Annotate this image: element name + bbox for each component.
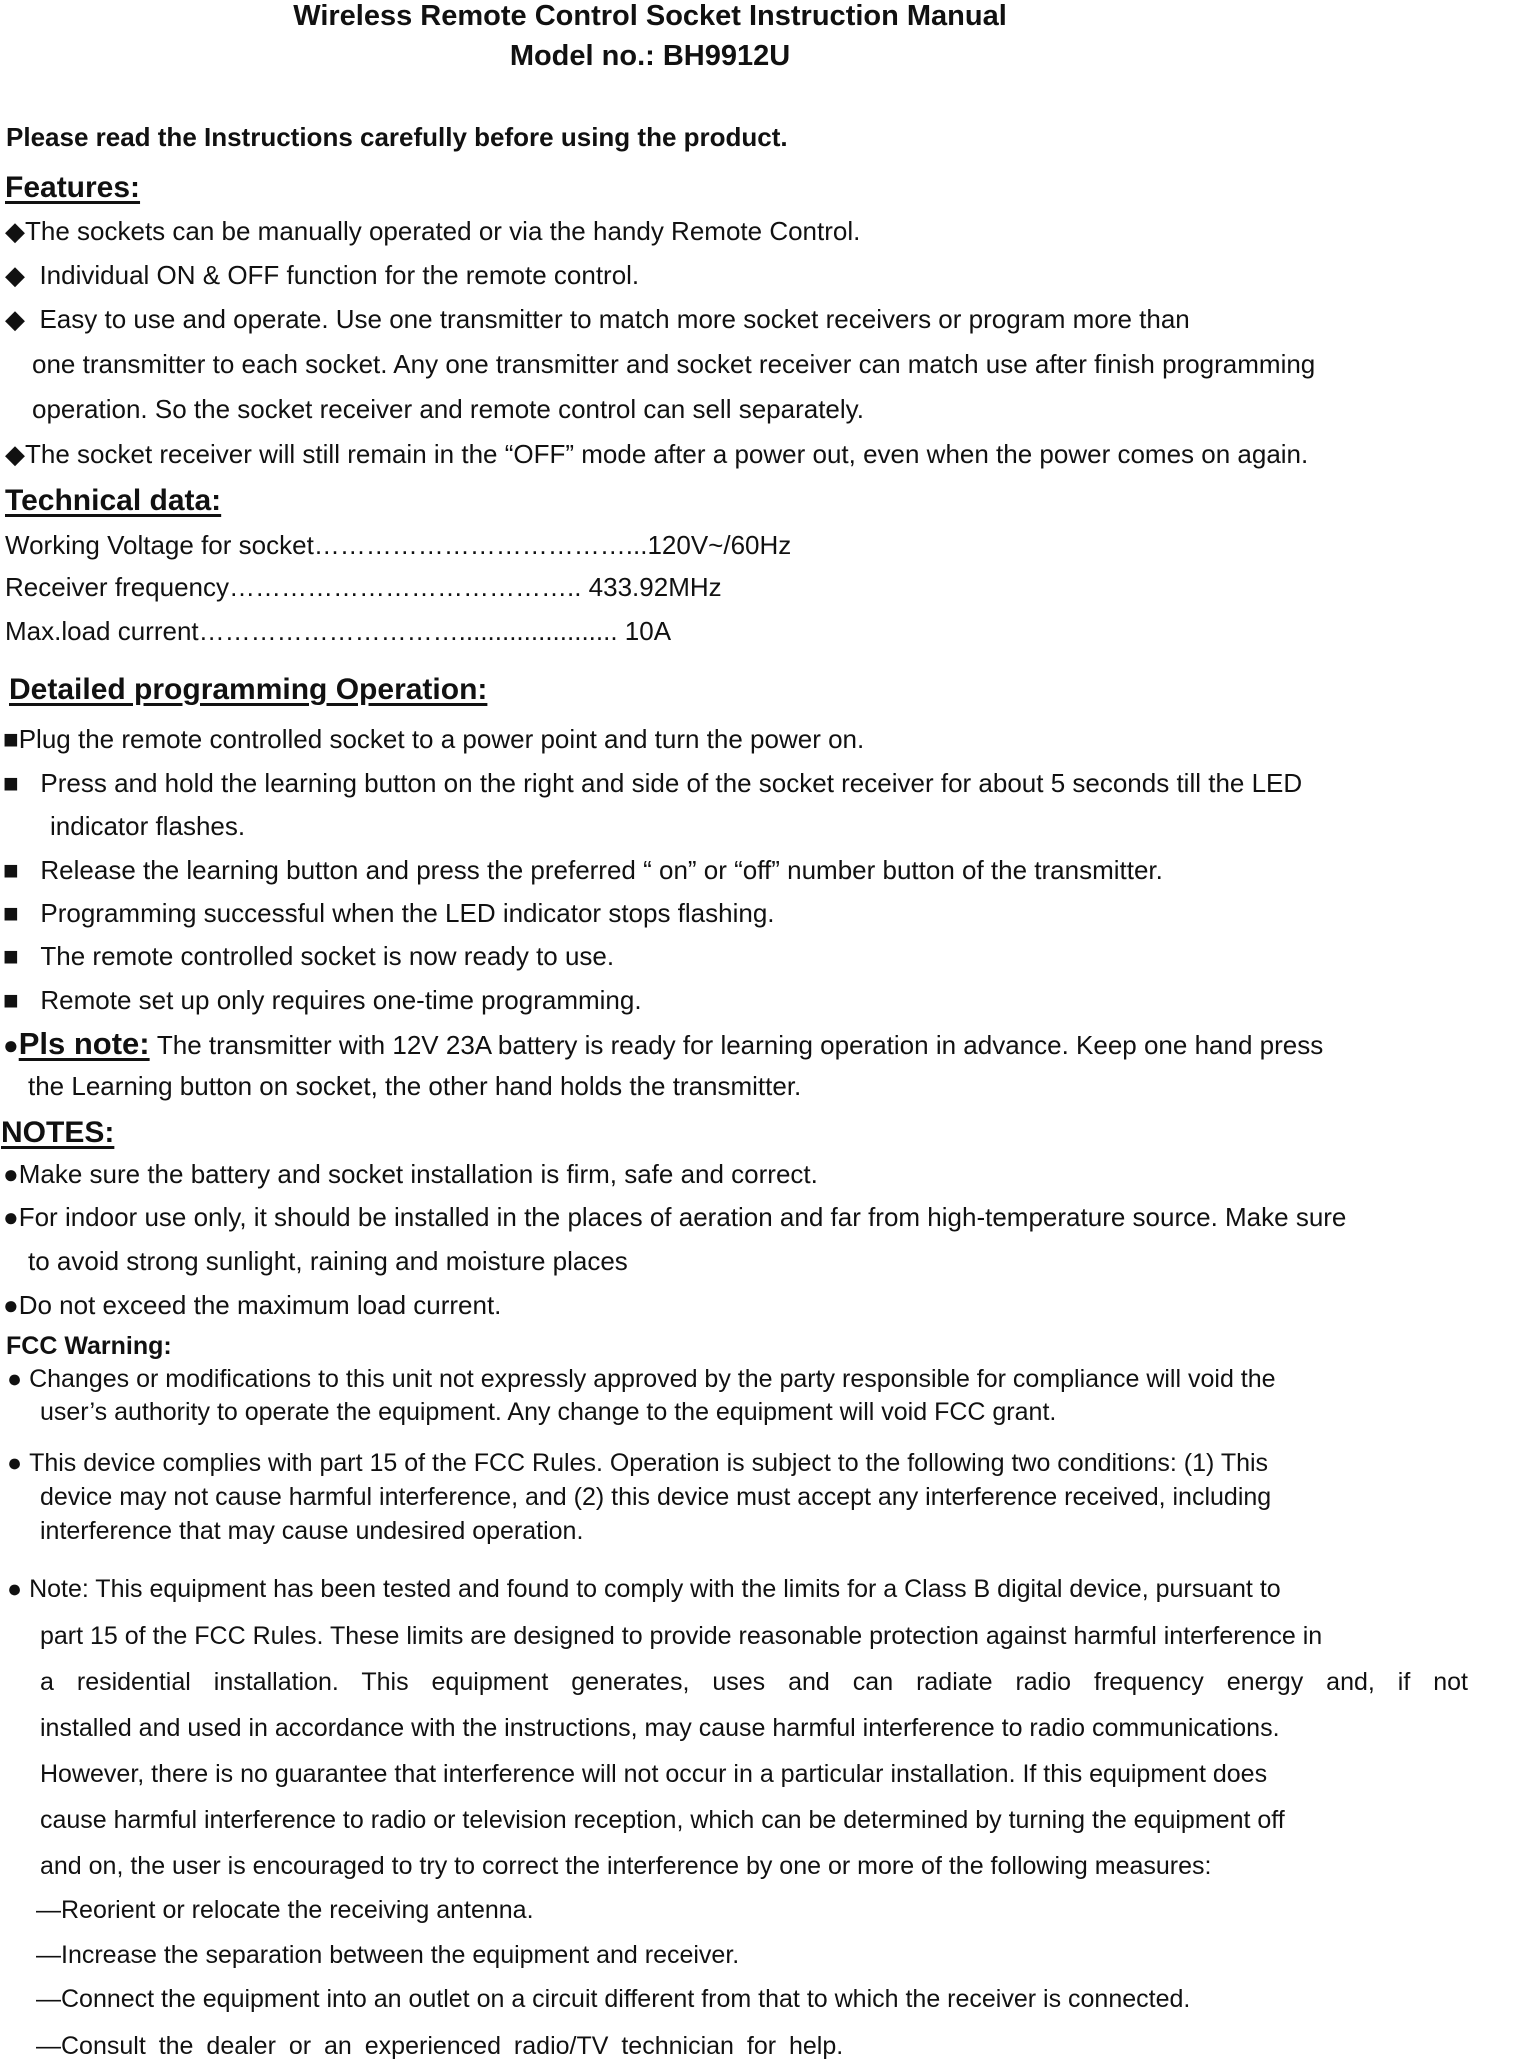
notes-heading: NOTES: <box>1 1116 115 1149</box>
fcc-note-continuation: part 15 of the FCC Rules. These limits are designed to provide reasonable protection against harmful interference in <box>40 1622 1323 1650</box>
programming-step: ■ Remote set up only requires one-time programming. <box>3 985 642 1015</box>
fcc-complies-continuation: device may not cause harmful interference, and (2) this device must accept any interference received, including <box>40 1483 1272 1511</box>
feature-item-continuation: one transmitter to each socket. Any one transmitter and socket receiver can match use after finish programming <box>32 349 1316 379</box>
square-bullet-icon: ■ <box>3 985 19 1015</box>
fcc-measure: —Connect the equipment into an outlet on a circuit different from that to which the receiver is connected. <box>36 1985 1191 2013</box>
technical-heading: Technical data: <box>5 484 222 517</box>
notes-item: ●Do not exceed the maximum load current. <box>3 1290 502 1320</box>
tech-row-voltage: Working Voltage for socket………………………………...120V~/60Hz <box>5 530 792 560</box>
programming-step: ■ Press and hold the learning button on the right and side of the socket receiver for about 5 seconds till the LED <box>3 768 1303 798</box>
fcc-heading: FCC Warning: <box>6 1332 172 1360</box>
features-heading: Features: <box>5 171 141 204</box>
diamond-bullet-icon: ◆ <box>5 304 25 334</box>
fcc-changes: ● Changes or modifications to this unit not expressly approved by the party responsible for compliance will void the <box>7 1365 1276 1393</box>
note-label: Pls note: <box>18 1026 150 1061</box>
circle-bullet-icon: ● <box>7 1575 23 1603</box>
circle-bullet-icon: ● <box>7 1449 23 1477</box>
programming-step: ■ Programming successful when the LED indicator stops flashing. <box>3 898 775 928</box>
diamond-bullet-icon: ◆ <box>5 439 25 469</box>
feature-item: ◆The socket receiver will still remain in the “OFF” mode after a power out, even when the power comes on again. <box>5 439 1309 469</box>
notes-item: ●Make sure the battery and socket installation is firm, safe and correct. <box>3 1159 818 1189</box>
fcc-measure: —Reorient or relocate the receiving antenna. <box>36 1896 534 1924</box>
feature-item: ◆The sockets can be manually operated or via the handy Remote Control. <box>5 216 861 246</box>
circle-bullet-icon: ● <box>3 1159 19 1189</box>
fcc-measure: —Consult the dealer or an experienced radio/TV technician for help. <box>36 2032 844 2060</box>
circle-bullet-icon: ● <box>3 1202 19 1232</box>
diamond-bullet-icon: ◆ <box>5 260 25 290</box>
fcc-note: ● Note: This equipment has been tested and found to comply with the limits for a Class B digital device, pursuant to <box>7 1575 1281 1603</box>
fcc-measure: —Increase the separation between the equipment and receiver. <box>36 1941 740 1969</box>
tech-row-frequency: Receiver frequency………………………………….. 433.92MHz <box>5 572 722 602</box>
fcc-note-continuation: However, there is no guarantee that interference will not occur in a particular installation. If this equipment does <box>40 1760 1268 1788</box>
fcc-note-continuation: cause harmful interference to radio or television reception, which can be determined by turning the equipment off <box>40 1806 1285 1834</box>
programming-step: ■Plug the remote controlled socket to a power point and turn the power on. <box>3 724 865 754</box>
programming-step: ■ Release the learning button and press the preferred “ on” or “off” number button of the transmitter. <box>3 855 1163 885</box>
diamond-bullet-icon: ◆ <box>5 216 25 246</box>
fcc-changes-continuation: user’s authority to operate the equipment. Any change to the equipment will void FCC grant. <box>40 1398 1057 1426</box>
circle-bullet-icon: ● <box>7 1365 23 1393</box>
square-bullet-icon: ■ <box>3 941 19 971</box>
document-title: Wireless Remote Control Socket Instruction Manual <box>293 0 1007 32</box>
tech-row-load: Max.load current…………………………...................... 10A <box>5 616 672 646</box>
fcc-note-continuation: installed and used in accordance with the instructions, may cause harmful interference to radio communications. <box>40 1714 1280 1742</box>
feature-item-continuation: operation. So the socket receiver and remote control can sell separately. <box>32 394 864 424</box>
fcc-note-continuation: and on, the user is encouraged to try to correct the interference by one or more of the following measures: <box>40 1852 1212 1880</box>
programming-note: ●Pls note: The transmitter with 12V 23A battery is ready for learning operation in advance. Keep one hand press <box>3 1026 1324 1061</box>
model-number: Model no.: BH9912U <box>509 40 791 72</box>
square-bullet-icon: ■ <box>3 855 19 885</box>
square-bullet-icon: ■ <box>3 724 19 754</box>
programming-heading: Detailed programming Operation: <box>9 673 488 706</box>
notes-item: ●For indoor use only, it should be installed in the places of aeration and far from high-temperature source. Make sure <box>3 1202 1347 1232</box>
programming-step: ■ The remote controlled socket is now ready to use. <box>3 941 615 971</box>
square-bullet-icon: ■ <box>3 898 19 928</box>
circle-bullet-icon: ● <box>3 1290 19 1320</box>
fcc-complies-continuation: interference that may cause undesired operation. <box>40 1517 584 1545</box>
feature-item: ◆ Individual ON & OFF function for the remote control. <box>5 260 640 290</box>
programming-note-continuation: the Learning button on socket, the other hand holds the transmitter. <box>28 1071 802 1101</box>
programming-step-continuation: indicator flashes. <box>50 811 246 841</box>
intro-text: Please read the Instructions carefully before using the product. <box>6 122 788 152</box>
feature-item: ◆ Easy to use and operate. Use one transmitter to match more socket receivers or program more than <box>5 304 1190 334</box>
fcc-complies: ● This device complies with part 15 of the FCC Rules. Operation is subject to the following two conditions: (1) This <box>7 1449 1269 1477</box>
notes-item-continuation: to avoid strong sunlight, raining and moisture places <box>28 1246 628 1276</box>
square-bullet-icon: ■ <box>3 768 19 798</box>
circle-bullet-icon: ● <box>3 1030 19 1060</box>
fcc-note-continuation: a residential installation. This equipment generates, uses and can radiate radio frequency energy and, if not <box>40 1668 1468 1696</box>
